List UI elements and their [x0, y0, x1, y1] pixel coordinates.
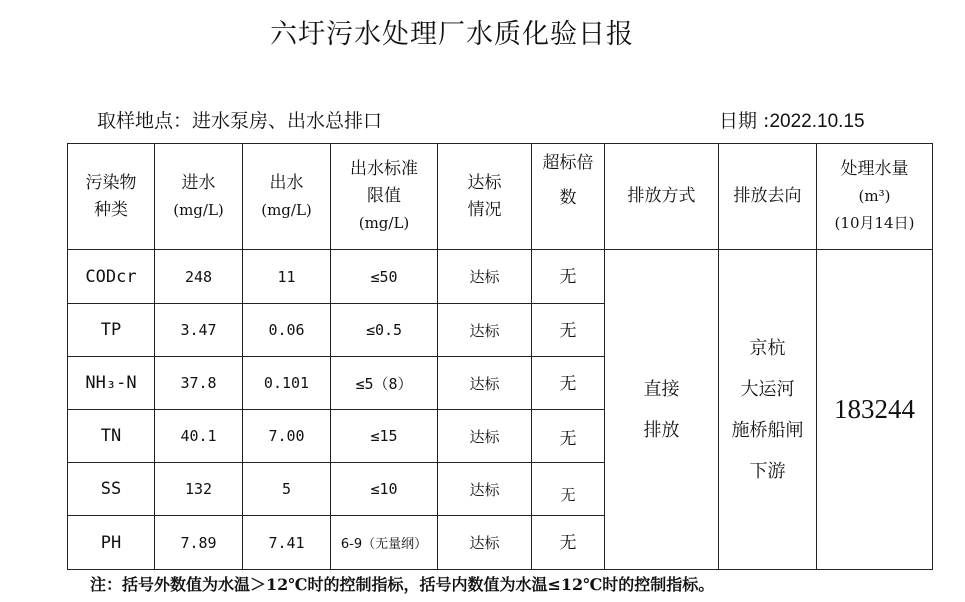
report-title: 六圩污水处理厂水质化验日报: [270, 19, 634, 50]
outflow-value: 0.06: [243, 304, 331, 357]
date-label: 日期 :: [719, 110, 770, 132]
exceed-factor: 无: [532, 463, 605, 516]
outflow-value: 7.00: [243, 410, 331, 463]
compliance-status: 达标: [438, 410, 532, 463]
pollutant-name: CODcr: [68, 250, 155, 304]
inflow-value: 37.8: [155, 357, 243, 410]
header-outflow: 出水 (mg/L): [243, 144, 331, 250]
exceed-factor: 无: [532, 250, 605, 304]
standard-limit: 6-9（无量纲）: [331, 516, 438, 570]
footnote: 注：括号外数值为水温＞12℃时的控制指标，括号内数值为水温≤12℃时的控制指标。: [90, 575, 715, 594]
header-inflow: 进水 (mg/L): [155, 144, 243, 250]
outflow-value: 5: [243, 463, 331, 516]
discharge-direction: 京杭 大运河 施桥船闸 下游: [719, 250, 817, 570]
standard-limit: ≤50: [331, 250, 438, 304]
inflow-value: 3.47: [155, 304, 243, 357]
header-row: [68, 144, 933, 250]
inflow-value: 132: [155, 463, 243, 516]
compliance-status: 达标: [438, 463, 532, 516]
inflow-value: 40.1: [155, 410, 243, 463]
outflow-value: 11: [243, 250, 331, 304]
header-volume: 处理水量 (m³) (10月14日): [817, 144, 933, 250]
header-exceed: 超标倍 数: [532, 144, 605, 250]
sampling-location: 取样地点：进水泵房、出水总排口: [97, 110, 383, 132]
exceed-factor: 无: [532, 357, 605, 410]
compliance-status: 达标: [438, 357, 532, 410]
pollutant-name: TP: [68, 304, 155, 357]
discharge-method: 直接 排放: [605, 250, 719, 570]
compliance-status: 达标: [438, 250, 532, 304]
exceed-factor: 无: [532, 410, 605, 463]
exceed-factor: 无: [532, 304, 605, 357]
compliance-status: 达标: [438, 304, 532, 357]
table-row: [68, 250, 933, 304]
compliance-status: 达标: [438, 516, 532, 570]
inflow-value: 7.89: [155, 516, 243, 570]
standard-limit: ≤10: [331, 463, 438, 516]
header-compliance: 达标 情况: [438, 144, 532, 250]
exceed-factor: 无: [532, 516, 605, 570]
standard-limit: ≤5（8）: [331, 357, 438, 410]
standard-limit: ≤0.5: [331, 304, 438, 357]
pollutant-name: TN: [68, 410, 155, 463]
pollutant-name: SS: [68, 463, 155, 516]
pollutant-name: PH: [68, 516, 155, 570]
pollutant-name: NH₃-N: [68, 357, 155, 410]
water-quality-table: [67, 143, 933, 570]
header-discharge-direction: 排放去向: [719, 144, 817, 250]
header-standard: 出水标准 限值 (mg/L): [331, 144, 438, 250]
inflow-value: 248: [155, 250, 243, 304]
date-value: 2022.10.15: [769, 111, 865, 132]
outflow-value: 0.101: [243, 357, 331, 410]
header-pollutant: 污染物 种类: [68, 144, 155, 250]
treated-volume: 183244: [817, 250, 933, 570]
outflow-value: 7.41: [243, 516, 331, 570]
standard-limit: ≤15: [331, 410, 438, 463]
report-date: [719, 106, 865, 133]
header-discharge-method: 排放方式: [605, 144, 719, 250]
